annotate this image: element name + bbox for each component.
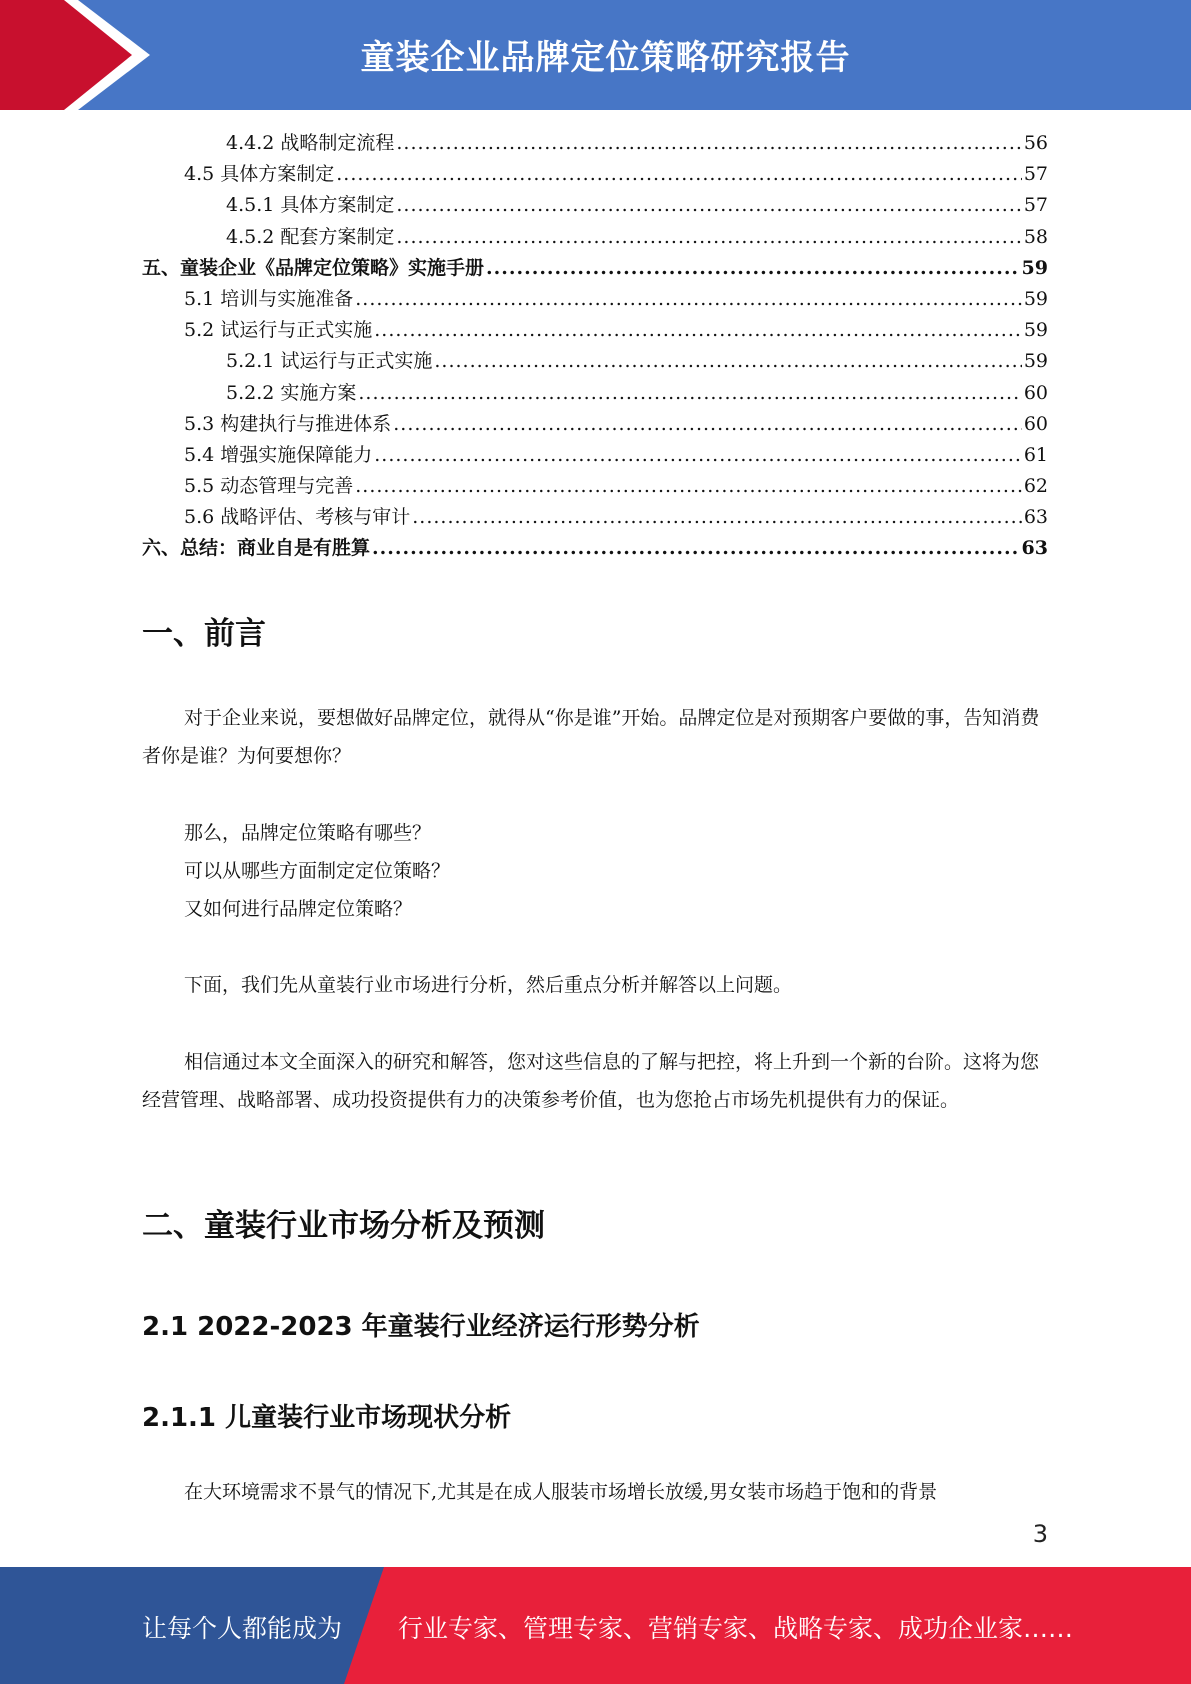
toc-page-number: 62 — [1023, 475, 1048, 498]
toc-page-number: 59 — [1023, 350, 1048, 373]
toc-label: 5.2.1 试运行与正式实施 — [226, 350, 433, 373]
question-line: 那么，品牌定位策略有哪些？ — [184, 822, 432, 844]
toc-leader — [355, 475, 1022, 497]
toc-label: 5.3 构建执行与推进体系 — [184, 412, 392, 435]
toc-leader — [374, 444, 1022, 466]
page-number: 3 — [1032, 1520, 1048, 1548]
toc-leader — [372, 537, 1020, 559]
toc-label: 4.5.1 具体方案制定 — [226, 194, 395, 217]
toc-label: 5.1 培训与实施准备 — [184, 287, 354, 310]
toc-page-number: 58 — [1023, 225, 1048, 248]
section-heading-preface: 一、前言 — [142, 616, 266, 652]
toc-label: 4.4.2 战略制定流程 — [226, 132, 395, 154]
toc-page-number: 63 — [1023, 506, 1048, 529]
paragraph: 对于企业来说，要想做好品牌定位，就得从“你是谁”开始。品牌定位是对预期客户要做的事，告知消费者你是谁？为何要想你？ — [142, 707, 1040, 767]
toc-page-number: 61 — [1023, 443, 1048, 466]
footer-slogan-right: 行业专家、管理专家、营销专家、战略专家、成功企业家…… — [398, 1614, 1074, 1643]
subsection-heading: 2.1.1 儿童装行业市场现状分析 — [142, 1403, 512, 1433]
toc-page-number: 59 — [1023, 319, 1048, 342]
toc-page-number: 60 — [1023, 381, 1048, 404]
toc-entry[interactable] — [142, 128, 1048, 159]
toc-entry[interactable] — [142, 378, 1048, 409]
toc-entry[interactable] — [142, 346, 1048, 377]
toc-label: 5.2 试运行与正式实施 — [184, 319, 373, 342]
toc-leader — [374, 319, 1022, 341]
toc-entry[interactable] — [142, 284, 1048, 315]
toc-entry[interactable] — [142, 409, 1048, 440]
toc-leader — [396, 132, 1021, 154]
toc-label: 5.2.2 实施方案 — [226, 381, 357, 404]
toc-label: 六、总结：商业自是有胜算 — [142, 537, 371, 560]
toc-entry-chapter[interactable] — [142, 253, 1048, 284]
toc-entry[interactable] — [142, 315, 1048, 346]
toc-leader — [355, 288, 1022, 310]
report-title: 童装企业品牌定位策略研究报告 — [360, 38, 851, 78]
toc-leader — [412, 506, 1022, 528]
toc-page-number: 56 — [1023, 132, 1048, 154]
section-heading-market: 二、童装行业市场分析及预测 — [142, 1208, 545, 1244]
toc-label: 4.5.2 配套方案制定 — [226, 225, 395, 248]
header-banner — [0, 0, 1191, 110]
toc-leader — [434, 350, 1021, 372]
toc-entry[interactable] — [142, 190, 1048, 221]
toc-label: 4.5 具体方案制定 — [184, 163, 335, 186]
toc-entry[interactable] — [142, 471, 1048, 502]
toc-label: 5.4 增强实施保障能力 — [184, 443, 373, 466]
toc-leader — [486, 257, 1020, 279]
toc-entry[interactable] — [142, 440, 1048, 471]
table-of-contents — [142, 128, 1048, 565]
toc-label: 5.6 战略评估、考核与审计 — [184, 506, 411, 529]
question-line: 可以从哪些方面制定定位策略？ — [184, 860, 451, 882]
toc-page-number: 60 — [1023, 412, 1048, 435]
toc-entry[interactable] — [142, 222, 1048, 253]
toc-label: 五、童装企业《品牌定位策略》实施手册 — [142, 256, 485, 279]
toc-page-number: 63 — [1021, 537, 1048, 560]
toc-entry-chapter[interactable] — [142, 533, 1048, 564]
subsection-heading: 2.1 2022-2023 年童装行业经济运行形势分析 — [142, 1312, 700, 1342]
footer-slogan-left: 让每个人都能成为 — [142, 1614, 343, 1643]
toc-leader — [336, 163, 1022, 185]
paragraph: 下面，我们先从童装行业市场进行分析，然后重点分析并解答以上问题。 — [184, 974, 793, 996]
toc-page-number: 57 — [1023, 163, 1048, 186]
toc-leader — [358, 382, 1021, 404]
toc-page-number: 59 — [1023, 287, 1048, 310]
toc-leader — [393, 413, 1022, 435]
question-line: 又如何进行品牌定位策略？ — [184, 898, 413, 920]
toc-leader — [396, 194, 1021, 216]
paragraph: 相信通过本文全面深入的研究和解答，您对这些信息的了解与把控，将上升到一个新的台阶。这将为您经营管理、战略部署、成功投资提供有力的决策参考价值，也为您抢占市场先机提供有力的保证。 — [142, 1051, 1040, 1111]
footer-banner — [0, 1567, 1191, 1684]
toc-leader — [396, 226, 1021, 248]
paragraph: 在大环境需求不景气的情况下,尤其是在成人服装市场增长放缓,男女装市场趋于饱和的背景 — [184, 1481, 938, 1503]
toc-label: 5.5 动态管理与完善 — [184, 475, 354, 498]
toc-page-number: 57 — [1023, 194, 1048, 217]
toc-entry[interactable] — [142, 502, 1048, 533]
toc-page-number: 59 — [1021, 256, 1048, 279]
toc-entry[interactable] — [142, 159, 1048, 190]
